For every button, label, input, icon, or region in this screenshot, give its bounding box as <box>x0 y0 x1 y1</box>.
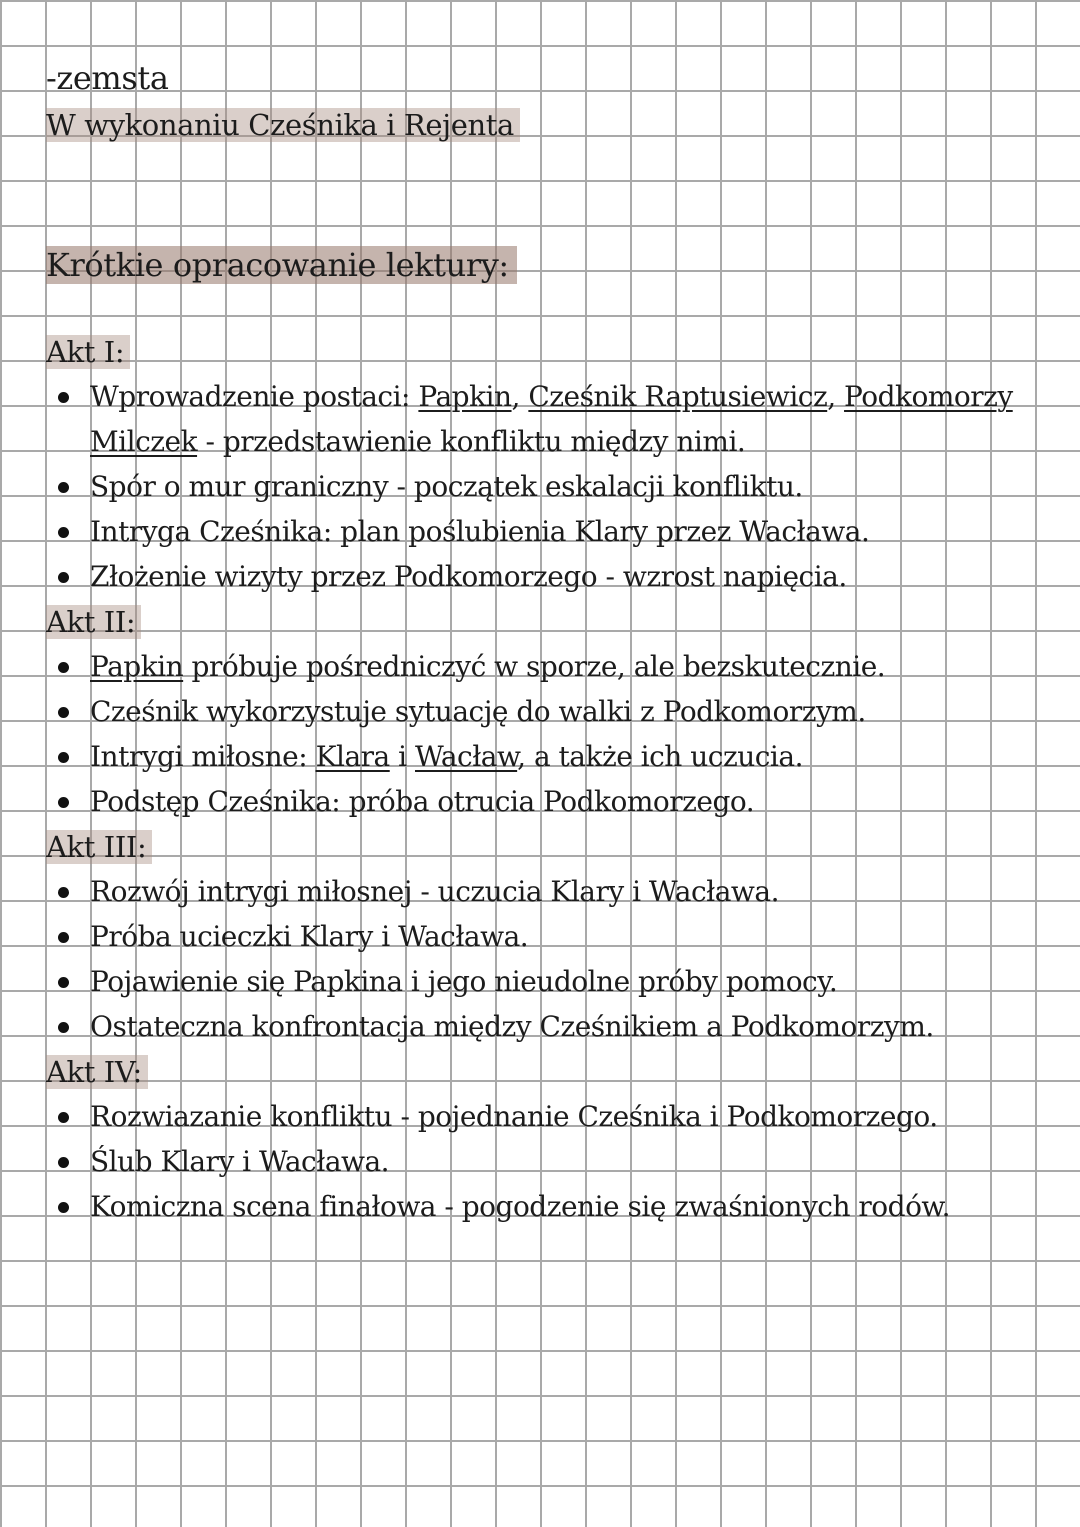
section-title-text: Krótkie opracowanie lektury: <box>46 246 517 284</box>
topic-text: -zemsta <box>46 59 169 97</box>
text-fragment: Ślub Klary i Wacława. <box>90 1145 390 1178</box>
section-title <box>46 243 517 287</box>
text-fragment: Komiczna scena finałowa - pogodzenie się zwaśnionych rodów. <box>90 1190 950 1223</box>
text-fragment: - przedstawienie konfliktu między nimi. <box>197 425 746 458</box>
bullet-icon <box>58 1202 69 1213</box>
bullet-icon <box>58 662 69 673</box>
list-item <box>46 959 934 1004</box>
text-fragment: Intrygi miłosne: <box>90 740 316 773</box>
bullet-icon <box>58 1022 69 1033</box>
text-fragment: Ostateczna konfrontacja między Cześnikiem a Podkomorzym. <box>90 1010 934 1043</box>
text-fragment: , <box>511 380 529 413</box>
bullet-icon <box>58 752 69 763</box>
list-item <box>46 1004 934 1049</box>
act-bullet-list <box>46 644 885 824</box>
list-item <box>46 1094 950 1139</box>
underlined-name: Wacław <box>415 740 518 773</box>
text-fragment: Pojawienie się Papkina i jego nieudolne próby pomocy. <box>90 965 838 998</box>
text-fragment: Wprowadzenie postaci: <box>90 380 419 413</box>
act-heading-text: Akt III: <box>46 830 152 864</box>
act-heading <box>46 825 152 869</box>
list-item <box>46 464 1013 509</box>
list-item <box>46 509 1013 554</box>
bullet-icon <box>58 392 69 403</box>
underlined-name: Milczek <box>90 425 198 458</box>
text-fragment: Spór o mur graniczny - początek eskalacji konfliktu. <box>90 470 803 503</box>
act-heading <box>46 330 130 374</box>
act-heading-text: Akt I: <box>46 335 130 369</box>
list-item-continuation <box>90 419 1013 464</box>
list-item <box>46 689 885 734</box>
topic-line <box>46 56 169 100</box>
text-fragment: , a także ich uczucia. <box>517 740 803 773</box>
act-heading <box>46 600 141 644</box>
act-bullet-list <box>46 869 934 1049</box>
bullet-icon <box>58 887 69 898</box>
list-item <box>46 1139 950 1184</box>
list-item <box>46 869 934 914</box>
bullet-icon <box>58 977 69 988</box>
text-fragment: Rozwiazanie konfliktu - pojednanie Cześnika i Podkomorzego. <box>90 1100 938 1133</box>
list-item <box>46 554 1013 599</box>
text-fragment: Rozwój intrygi miłosnej - uczucia Klary i Wacława. <box>90 875 779 908</box>
underlined-name: Klara <box>315 740 390 773</box>
act-heading-text: Akt II: <box>46 605 141 639</box>
list-item <box>46 914 934 959</box>
act-bullet-list <box>46 374 1013 599</box>
text-fragment: , <box>827 380 845 413</box>
text-fragment: Cześnik wykorzystuje sytuację do walki z Podkomorzym. <box>90 695 866 728</box>
subtitle-line <box>46 103 520 147</box>
bullet-icon <box>58 572 69 583</box>
bullet-icon <box>58 1112 69 1123</box>
subtitle-text: W wykonaniu Cześnika i Rejenta <box>46 108 520 142</box>
list-item <box>46 1184 950 1229</box>
list-item <box>46 374 1013 464</box>
bullet-icon <box>58 482 69 493</box>
bullet-icon <box>58 932 69 943</box>
text-fragment: i <box>389 740 415 773</box>
underlined-name: Podkomorzy <box>844 380 1013 413</box>
text-fragment: Intryga Cześnika: plan poślubienia Klary przez Wacława. <box>90 515 870 548</box>
text-fragment: Próba ucieczki Klary i Wacława. <box>90 920 529 953</box>
bullet-icon <box>58 797 69 808</box>
bullet-icon <box>58 707 69 718</box>
underlined-name: Papkin <box>418 380 512 413</box>
act-bullet-list <box>46 1094 950 1229</box>
text-fragment: próbuje pośredniczyć w sporze, ale bezskutecznie. <box>183 650 886 683</box>
text-fragment: Złożenie wizyty przez Podkomorzego - wzrost napięcia. <box>90 560 847 593</box>
list-item <box>46 644 885 689</box>
bullet-icon <box>58 527 69 538</box>
act-heading <box>46 1050 148 1094</box>
bullet-icon <box>58 1157 69 1168</box>
underlined-name: Cześnik Raptusiewicz <box>528 380 828 413</box>
list-item <box>46 734 885 779</box>
underlined-name: Papkin <box>90 650 184 683</box>
act-heading-text: Akt IV: <box>46 1055 148 1089</box>
text-fragment: Podstęp Cześnika: próba otrucia Podkomorzego. <box>90 785 755 818</box>
list-item <box>46 779 885 824</box>
